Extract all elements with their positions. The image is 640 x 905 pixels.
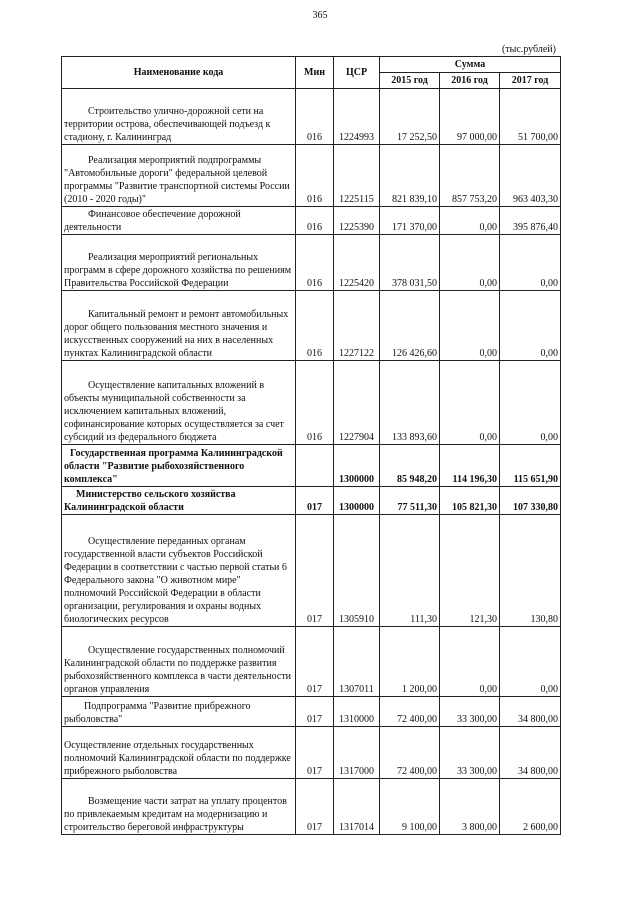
table-row (62, 361, 561, 445)
row-2017: 34 800,00 (500, 727, 561, 779)
row-min: 016 (296, 235, 334, 291)
row-2016: 0,00 (440, 627, 500, 697)
row-csr: 1317014 (334, 779, 380, 835)
row-2016: 857 753,20 (440, 145, 500, 207)
row-2015: 111,30 (380, 515, 440, 627)
header-csr: ЦСР (334, 57, 380, 89)
row-2015: 821 839,10 (380, 145, 440, 207)
header-sum: Сумма (380, 57, 561, 73)
row-name: Капитальный ремонт и ремонт автомобильных дорог общего пользования местного значения и искусственных сооружений на них в населенных пунктах Калининградской области (62, 291, 296, 361)
row-csr: 1307011 (334, 627, 380, 697)
table-row (62, 627, 561, 697)
row-min (296, 445, 334, 487)
units-label: (тыс.рублей) (501, 44, 556, 55)
row-name: Финансовое обеспечение дорожной деятельности (62, 207, 296, 235)
row-2015: 133 893,60 (380, 361, 440, 445)
row-csr: 1310000 (334, 697, 380, 727)
row-min: 017 (296, 487, 334, 515)
row-2016: 0,00 (440, 207, 500, 235)
row-2016: 3 800,00 (440, 779, 500, 835)
row-2016: 0,00 (440, 361, 500, 445)
row-2015: 77 511,30 (380, 487, 440, 515)
header-2016: 2016 год (440, 73, 500, 89)
row-name: Осуществление переданных органам государственной власти субъектов Российской Федерации в соответствии с частью первой статьи 6 Федерального закона "О животном мире" полномочий Российской Федерации в области организации, регулирования и охраны водных биологических ресурсов (62, 515, 296, 627)
row-min: 016 (296, 361, 334, 445)
table-row (62, 207, 561, 235)
row-2015: 171 370,00 (380, 207, 440, 235)
row-2017: 34 800,00 (500, 697, 561, 727)
row-2017: 0,00 (500, 627, 561, 697)
row-csr: 1317000 (334, 727, 380, 779)
row-min: 017 (296, 627, 334, 697)
row-2015: 9 100,00 (380, 779, 440, 835)
row-2016: 0,00 (440, 291, 500, 361)
row-min: 016 (296, 89, 334, 145)
header-2017: 2017 год (500, 73, 561, 89)
row-csr: 1300000 (334, 445, 380, 487)
header-2015: 2015 год (380, 73, 440, 89)
row-2017: 963 403,30 (500, 145, 561, 207)
row-name: Реализация мероприятий подпрограммы "Автомобильные дороги" федеральной целевой программы "Развитие транспортной системы России (2010 - 2020 годы)" (62, 145, 296, 207)
row-min: 017 (296, 779, 334, 835)
page-number: 365 (312, 10, 328, 21)
row-2016: 97 000,00 (440, 89, 500, 145)
row-csr: 1305910 (334, 515, 380, 627)
row-2015: 72 400,00 (380, 697, 440, 727)
row-2017: 130,80 (500, 515, 561, 627)
row-name: Осуществление государственных полномочий Калининградской области по поддержке развития рыбохозяйственного комплекса в части деятельности органов управления (62, 627, 296, 697)
table-row (62, 445, 561, 487)
row-2015: 126 426,60 (380, 291, 440, 361)
row-csr: 1225115 (334, 145, 380, 207)
row-2017: 0,00 (500, 235, 561, 291)
row-min: 016 (296, 145, 334, 207)
row-2017: 0,00 (500, 361, 561, 445)
row-2015: 378 031,50 (380, 235, 440, 291)
row-2016: 121,30 (440, 515, 500, 627)
row-2017: 115 651,90 (500, 445, 561, 487)
table-row (62, 487, 561, 515)
row-min: 016 (296, 291, 334, 361)
row-csr: 1224993 (334, 89, 380, 145)
row-csr: 1300000 (334, 487, 380, 515)
row-csr: 1225390 (334, 207, 380, 235)
row-2015: 72 400,00 (380, 727, 440, 779)
row-csr: 1225420 (334, 235, 380, 291)
row-name: Возмещение части затрат на уплату процентов по привлекаемым кредитам на модернизацию и строительство береговой инфраструктуры (62, 779, 296, 835)
row-name: Министерство сельского хозяйства Калининградской области (62, 487, 296, 515)
row-name: Осуществление отдельных государственных полномочий Калининградской области по поддержке прибрежного рыболовства (62, 727, 296, 779)
row-2017: 107 330,80 (500, 487, 561, 515)
row-name: Реализация мероприятий региональных программ в сфере дорожного хозяйства по решениям Правительства Российской Федерации (62, 235, 296, 291)
table-row (62, 779, 561, 835)
row-2016: 114 196,30 (440, 445, 500, 487)
row-2017: 0,00 (500, 291, 561, 361)
table-row (62, 145, 561, 207)
row-2017: 395 876,40 (500, 207, 561, 235)
row-2016: 33 300,00 (440, 727, 500, 779)
budget-table (61, 56, 561, 835)
table-row (62, 235, 561, 291)
row-name: Строительство улично-дорожной сети на территории острова, обеспечивающей подъезд к стадиону, г. Калининград (62, 89, 296, 145)
table-row (62, 697, 561, 727)
row-csr: 1227904 (334, 361, 380, 445)
row-2015: 17 252,50 (380, 89, 440, 145)
row-2016: 33 300,00 (440, 697, 500, 727)
row-name: Осуществление капитальных вложений в объекты муниципальной собственности за исключением капитальных вложений, софинансирование которых осуществляется за счет субсидий из федерального бюджета (62, 361, 296, 445)
row-csr: 1227122 (334, 291, 380, 361)
row-2015: 1 200,00 (380, 627, 440, 697)
row-2015: 85 948,20 (380, 445, 440, 487)
header-min: Мин (296, 57, 334, 89)
row-min: 017 (296, 727, 334, 779)
row-2017: 2 600,00 (500, 779, 561, 835)
row-name: Подпрограмма "Развитие прибрежного рыболовства" (62, 697, 296, 727)
table-row (62, 727, 561, 779)
row-2016: 105 821,30 (440, 487, 500, 515)
header-name: Наименование кода (62, 57, 296, 89)
row-min: 017 (296, 515, 334, 627)
row-2017: 51 700,00 (500, 89, 561, 145)
row-2016: 0,00 (440, 235, 500, 291)
row-min: 016 (296, 207, 334, 235)
table-row (62, 89, 561, 145)
table-row (62, 515, 561, 627)
row-name: Государственная программа Калининградской области "Развитие рыбохозяйственного комплекса" (62, 445, 296, 487)
table-row (62, 291, 561, 361)
row-min: 017 (296, 697, 334, 727)
